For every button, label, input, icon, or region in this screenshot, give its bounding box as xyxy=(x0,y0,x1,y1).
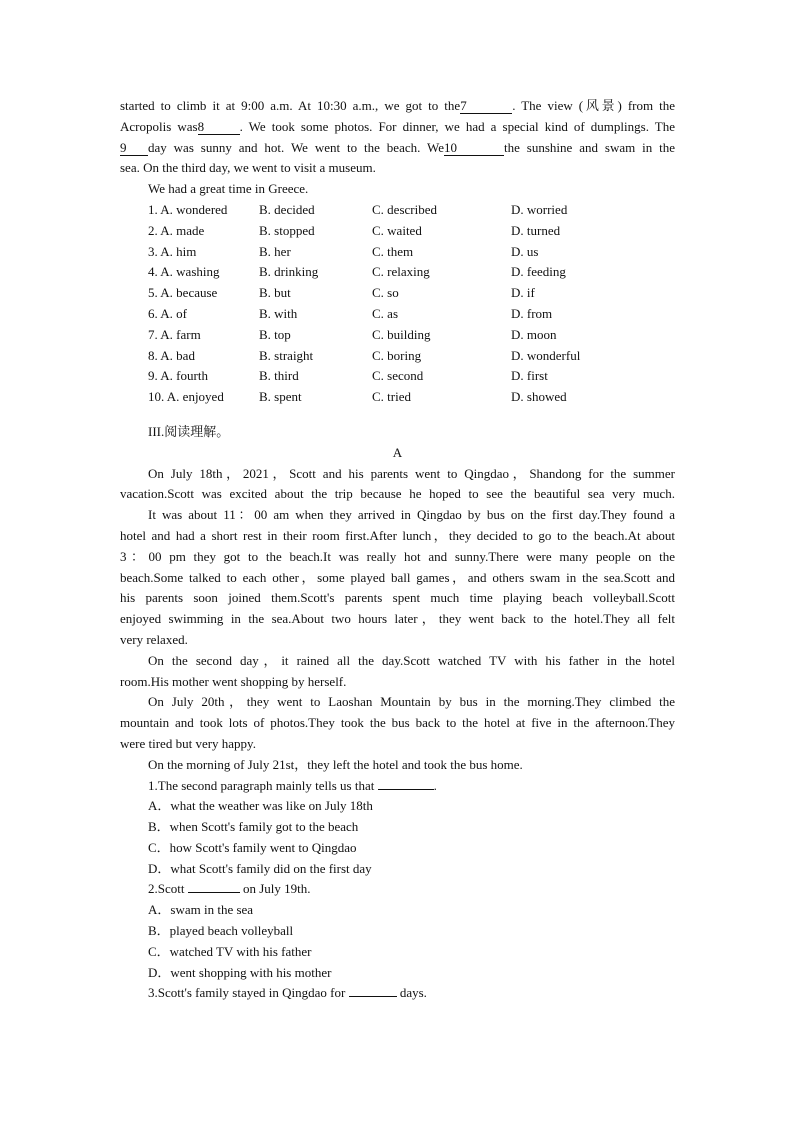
question-2-option-a: A．swam in the sea xyxy=(148,902,254,918)
option-b: B. but xyxy=(259,285,291,301)
option-c: C. relaxing xyxy=(372,264,430,280)
passage-line: On July 18th，2021，Scott and his parents went to Qingdao，Shandong for the summer xyxy=(148,465,675,481)
question-2-option-b: B．played beach volleyball xyxy=(148,923,294,939)
option-a: 7. A. farm xyxy=(148,326,201,342)
option-b: B. with xyxy=(259,305,298,321)
question-text: on July 19th. xyxy=(242,881,311,897)
option-d: D. from xyxy=(511,305,553,321)
option-d: D. worried xyxy=(511,201,568,217)
option-row xyxy=(120,325,675,346)
passage-label: A xyxy=(392,444,403,460)
option-row xyxy=(120,366,675,387)
option-a: 10. A. enjoyed xyxy=(148,389,224,405)
question-text: 3.Scott's family stayed in Qingdao for xyxy=(148,985,346,1001)
option-d: D. turned xyxy=(511,222,561,238)
question-text: 2.Scott xyxy=(148,881,185,897)
passage-line: vacation.Scott was excited about the trip because he hoped to see the beautiful sea very much. xyxy=(120,486,675,502)
option-row xyxy=(120,200,675,221)
question-3 xyxy=(120,983,675,1004)
option-d: D. us xyxy=(511,243,539,259)
option-row xyxy=(120,242,675,263)
options-list xyxy=(120,200,675,408)
option-a: 5. A. because xyxy=(148,285,218,301)
passage-line: On the second day，it rained all the day.Scott watched TV with his father in the hotel xyxy=(148,652,675,668)
section-title: III.阅读理解。 xyxy=(148,423,230,439)
passage-line: very relaxed. xyxy=(120,631,188,647)
blank-8: 8 xyxy=(198,119,240,135)
question-1-option-a: A．what the weather was like on July 18th xyxy=(148,798,373,814)
text: the sunshine and swam in the xyxy=(504,139,676,155)
blank-9: 9 xyxy=(120,140,148,156)
option-a: 8. A. bad xyxy=(148,347,195,363)
document-page xyxy=(120,96,675,1004)
question-2-option-d: D．went shopping with his mother xyxy=(148,964,332,980)
option-c: C. described xyxy=(372,201,437,217)
option-c: C. second xyxy=(372,368,424,384)
answer-blank xyxy=(188,892,240,893)
option-b: B. drinking xyxy=(259,264,319,280)
option-d: D. first xyxy=(511,368,548,384)
cloze-line-2 xyxy=(120,117,675,138)
question-text: . xyxy=(433,777,437,793)
option-d: D. moon xyxy=(511,326,557,342)
passage-line: 3：00 pm they got to the beach.It was really hot and sunny.There were many people on the xyxy=(120,548,675,564)
passage-line: his parents soon joined them.Scott's parents spent much time playing beach volleyball.Scott xyxy=(120,590,675,606)
passage-line: enjoyed swimming in the sea.About two hours later，they went back to the hotel.They all felt xyxy=(120,611,675,627)
option-a: 3. A. him xyxy=(148,243,197,259)
passage-line: mountain and took lots of photos.They took the bus back to the hotel at five in the afternoon.They xyxy=(120,715,675,731)
option-d: D. showed xyxy=(511,389,567,405)
question-1 xyxy=(120,776,675,797)
option-row xyxy=(120,221,675,242)
text: started to climb it at 9:00 a.m. At 10:30 a.m., we got to the xyxy=(120,98,461,113)
option-d: D. feeding xyxy=(511,264,566,280)
option-d: D. wonderful xyxy=(511,347,581,363)
passage-line: room.His mother went shopping by herself. xyxy=(120,673,347,689)
option-row xyxy=(120,283,675,304)
text: . We took some photos. For dinner, we had a special kind of dumplings. The xyxy=(239,118,675,134)
option-a: 6. A. of xyxy=(148,305,187,321)
option-c: C. as xyxy=(372,305,398,321)
passage-line: beach.Some talked to each other，some played ball games，and others swam in the sea.Scott and xyxy=(120,569,675,585)
option-row xyxy=(120,304,675,325)
option-a: 2. A. made xyxy=(148,222,205,238)
option-a: 4. A. washing xyxy=(148,264,220,280)
blank-7: 7 xyxy=(460,98,512,114)
passage-line: hotel and had a short rest in their room first.After lunch，they decided to go to the beach.At about xyxy=(120,527,675,543)
blank-10: 10 xyxy=(444,140,504,156)
question-1-option-c: C．how Scott's family went to Qingdao xyxy=(148,839,357,855)
option-c: C. boring xyxy=(372,347,422,363)
option-b: B. stopped xyxy=(259,222,315,238)
option-c: C. them xyxy=(372,243,414,259)
answer-blank xyxy=(378,789,434,790)
answer-blank xyxy=(349,996,397,997)
option-a: 1. A. wondered xyxy=(148,201,228,217)
text: day was sunny and hot. We went to the beach. We xyxy=(148,139,445,155)
cloze-line-5: We had a great time in Greece. xyxy=(148,181,309,197)
option-c: C. waited xyxy=(372,222,422,238)
cloze-line-3 xyxy=(120,138,675,159)
option-b: B. straight xyxy=(259,347,314,363)
option-row xyxy=(120,262,675,283)
cloze-line-1 xyxy=(120,96,675,117)
cloze-line-4: sea. On the third day, we went to visit a museum. xyxy=(120,160,376,176)
option-a: 9. A. fourth xyxy=(148,368,208,384)
passage-line: On the morning of July 21st，they left the hotel and took the bus home. xyxy=(148,756,523,772)
option-d: D. if xyxy=(511,285,535,301)
option-b: B. third xyxy=(259,368,299,384)
option-b: B. decided xyxy=(259,201,315,217)
text: Acropolis was xyxy=(120,118,198,134)
option-b: B. spent xyxy=(259,389,302,405)
option-b: B. top xyxy=(259,326,291,342)
option-c: C. tried xyxy=(372,389,411,405)
question-1-option-b: B．when Scott's family got to the beach xyxy=(148,819,359,835)
passage-line: It was about 11：00 am when they arrived in Qingdao by bus on the first day.They found a xyxy=(148,507,675,523)
passage-line: On July 20th，they went to Laoshan Mountain by bus in the morning.They climbed the xyxy=(148,694,675,710)
option-row xyxy=(120,387,675,408)
question-text: 1.The second paragraph mainly tells us that xyxy=(148,777,375,793)
question-text: days. xyxy=(399,985,427,1001)
passage-line: were tired but very happy. xyxy=(120,735,256,751)
option-b: B. her xyxy=(259,243,291,259)
option-c: C. so xyxy=(372,285,399,301)
option-c: C. building xyxy=(372,326,431,342)
question-1-option-d: D．what Scott's family did on the first day xyxy=(148,860,372,876)
option-row xyxy=(120,346,675,367)
question-2-option-c: C．watched TV with his father xyxy=(148,943,312,959)
question-2 xyxy=(120,879,675,900)
text: . The view (风景) from the xyxy=(512,98,675,113)
